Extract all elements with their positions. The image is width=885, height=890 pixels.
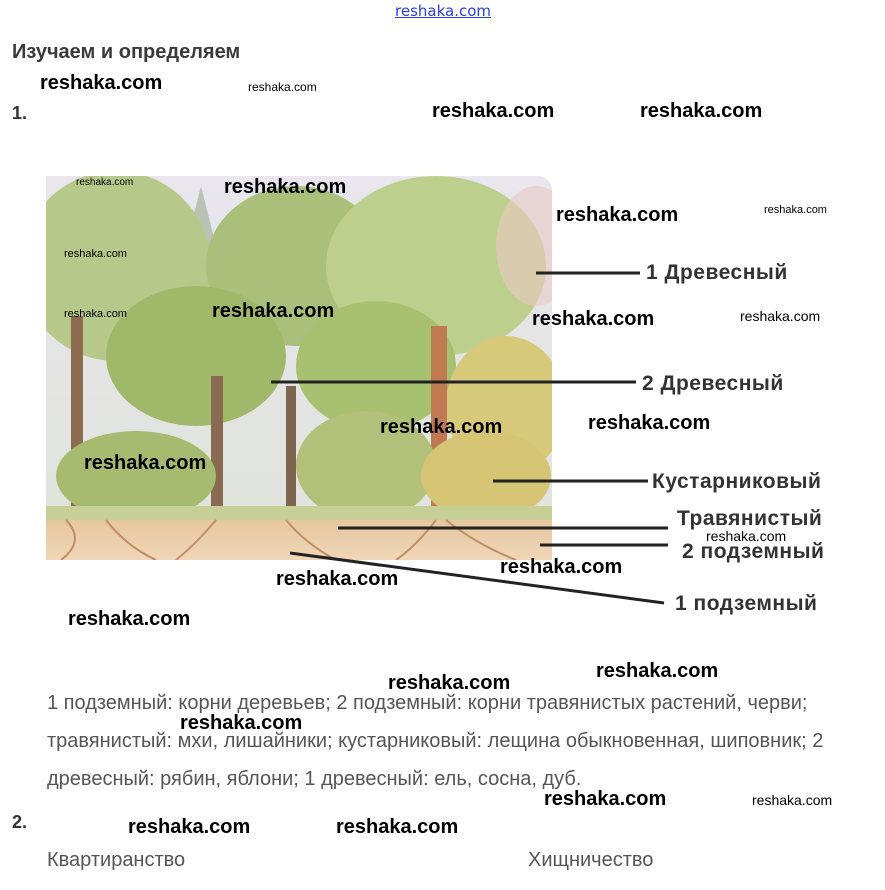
task-2-number: 2. <box>12 812 28 832</box>
watermark: reshaka.com <box>212 300 335 322</box>
watermark: reshaka.com <box>764 204 827 216</box>
watermark: reshaka.com <box>544 788 667 810</box>
section-title: Изучаем и определяем <box>12 41 241 63</box>
watermark: reshaka.com <box>380 416 503 438</box>
watermark: reshaka.com <box>388 672 511 694</box>
task-1-answer: 1 подземный: корни деревьев; 2 подземный: корни травянистых растений, черви; травянистый: мхи, лишайники; кустарниковый: лещина обыкновенная, шиповник; 2 древесный: рябин, яблони; 1 древесный: ель, сосна, дуб. <box>47 692 824 790</box>
site-link[interactable]: reshaka.com <box>395 2 491 20</box>
watermark: reshaka.com <box>180 712 303 734</box>
watermark: reshaka.com <box>588 412 711 434</box>
watermark: reshaka.com <box>224 176 347 198</box>
watermark: reshaka.com <box>500 556 623 578</box>
watermark: reshaka.com <box>532 308 655 330</box>
watermark: reshaka.com <box>68 608 191 630</box>
watermark: reshaka.com <box>706 528 787 544</box>
watermark: reshaka.com <box>128 816 251 838</box>
watermark: reshaka.com <box>596 660 719 682</box>
layer-label-tree1: 1 Древесный <box>646 261 788 284</box>
watermark: reshaka.com <box>432 100 555 122</box>
watermark: reshaka.com <box>336 816 459 838</box>
watermark: reshaka.com <box>64 248 127 260</box>
watermark: reshaka.com <box>84 452 207 474</box>
layer-label-tree2: 2 Древесный <box>642 372 784 395</box>
watermark: reshaka.com <box>640 100 763 122</box>
watermark: reshaka.com <box>248 80 317 94</box>
watermark: reshaka.com <box>76 177 134 188</box>
watermark: reshaka.com <box>40 72 163 94</box>
layer-label-under1: 1 подземный <box>675 592 818 615</box>
watermark: reshaka.com <box>752 792 833 808</box>
column-predation: Хищничество <box>528 849 654 871</box>
watermark: reshaka.com <box>276 568 399 590</box>
watermark: reshaka.com <box>556 204 679 226</box>
layer-label-under2: 2 подземный <box>682 540 825 563</box>
watermark: reshaka.com <box>740 308 821 324</box>
layer-label-grass: Травянистый <box>677 507 823 530</box>
column-commensalism: Квартиранство <box>47 849 186 871</box>
layer-label-shrub: Кустарниковый <box>652 470 822 493</box>
watermark: reshaka.com <box>64 308 127 320</box>
task-1-number: 1. <box>12 103 28 123</box>
